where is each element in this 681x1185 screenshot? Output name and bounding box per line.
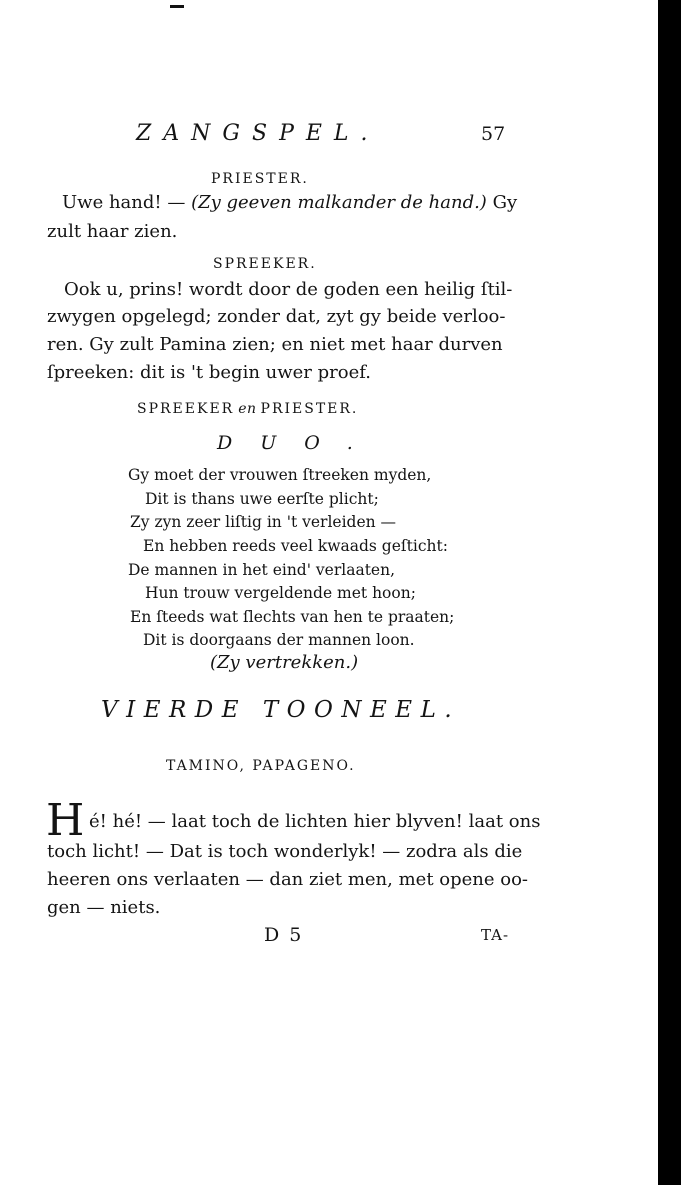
drop-cap: H	[46, 795, 85, 846]
catchword: TA-	[481, 926, 510, 944]
scene-line-3: heeren ons verlaaten — dan ziet men, met opene oo-	[47, 869, 529, 890]
verse-line-1: Gy moet der vrouwen ſtreeken myden,	[128, 466, 432, 484]
verse-line-4: En hebben reeds veel kwaads geſticht:	[143, 537, 448, 555]
signature-mark: D 5	[264, 924, 304, 946]
page-number: 57	[481, 123, 506, 145]
priester-line-1-start: Uwe hand! —	[62, 192, 192, 213]
speaker-spreeker: SPREEKER.	[213, 256, 317, 272]
verse-line-7: En ſteeds wat ſlechts van hen te praaten;	[130, 608, 455, 626]
scene-line-4: gen — niets.	[47, 897, 161, 918]
scene-line-1: é! hé! — laat toch de lichten hier blyven! laat ons	[89, 811, 541, 832]
speaker-priester: PRIESTER.	[211, 171, 309, 187]
priester-line-1-end: Gy	[486, 192, 518, 213]
verse-line-3: Zy zyn zeer liſtig in 't verleiden —	[130, 513, 397, 531]
priester-line-2: zult haar zien.	[47, 221, 178, 242]
verse-line-6: Hun trouw vergeldende met hoon;	[145, 584, 416, 602]
duo-title: DUO.	[217, 432, 381, 454]
page-top-mark	[170, 5, 184, 8]
verse-line-5: De mannen in het eind' verlaaten,	[128, 561, 396, 579]
stage-direction-vertrekken: (Zy vertrekken.)	[210, 652, 359, 673]
spreeker-line-3: ren. Gy zult Pamina zien; en niet met haar durven	[47, 334, 503, 355]
running-head: ZANGSPEL.	[136, 121, 380, 146]
speaker-conjunction: en	[238, 401, 257, 417]
spreeker-line-1: Ook u, prins! wordt door de goden een heilig ſtil-	[64, 279, 513, 300]
verse-line-8: Dit is doorgaans der mannen loon.	[143, 631, 415, 649]
speaker-priester-duo: PRIESTER.	[260, 401, 359, 417]
scene-line-2: toch licht! — Dat is toch wonderlyk! — zodra als die	[47, 841, 523, 862]
page-right-edge	[658, 0, 681, 1185]
scene-characters: TAMINO, PAPAGENO.	[166, 758, 356, 774]
verse-line-2: Dit is thans uwe eerſte plicht;	[145, 490, 379, 508]
spreeker-line-2: zwygen opgelegd; zonder dat, zyt gy beide verloo-	[47, 306, 506, 327]
priester-line-1	[62, 194, 517, 212]
spreeker-line-4: ſpreeken: dit is 't begin uwer proef.	[47, 362, 371, 383]
priester-stage-direction: (Zy geeven malkander de hand.)	[191, 192, 487, 213]
scene-title: VIERDE TOONEEL.	[101, 697, 461, 723]
speaker-spreeker-duo: SPREEKER	[137, 401, 235, 417]
speaker-duo-heading	[137, 402, 358, 416]
